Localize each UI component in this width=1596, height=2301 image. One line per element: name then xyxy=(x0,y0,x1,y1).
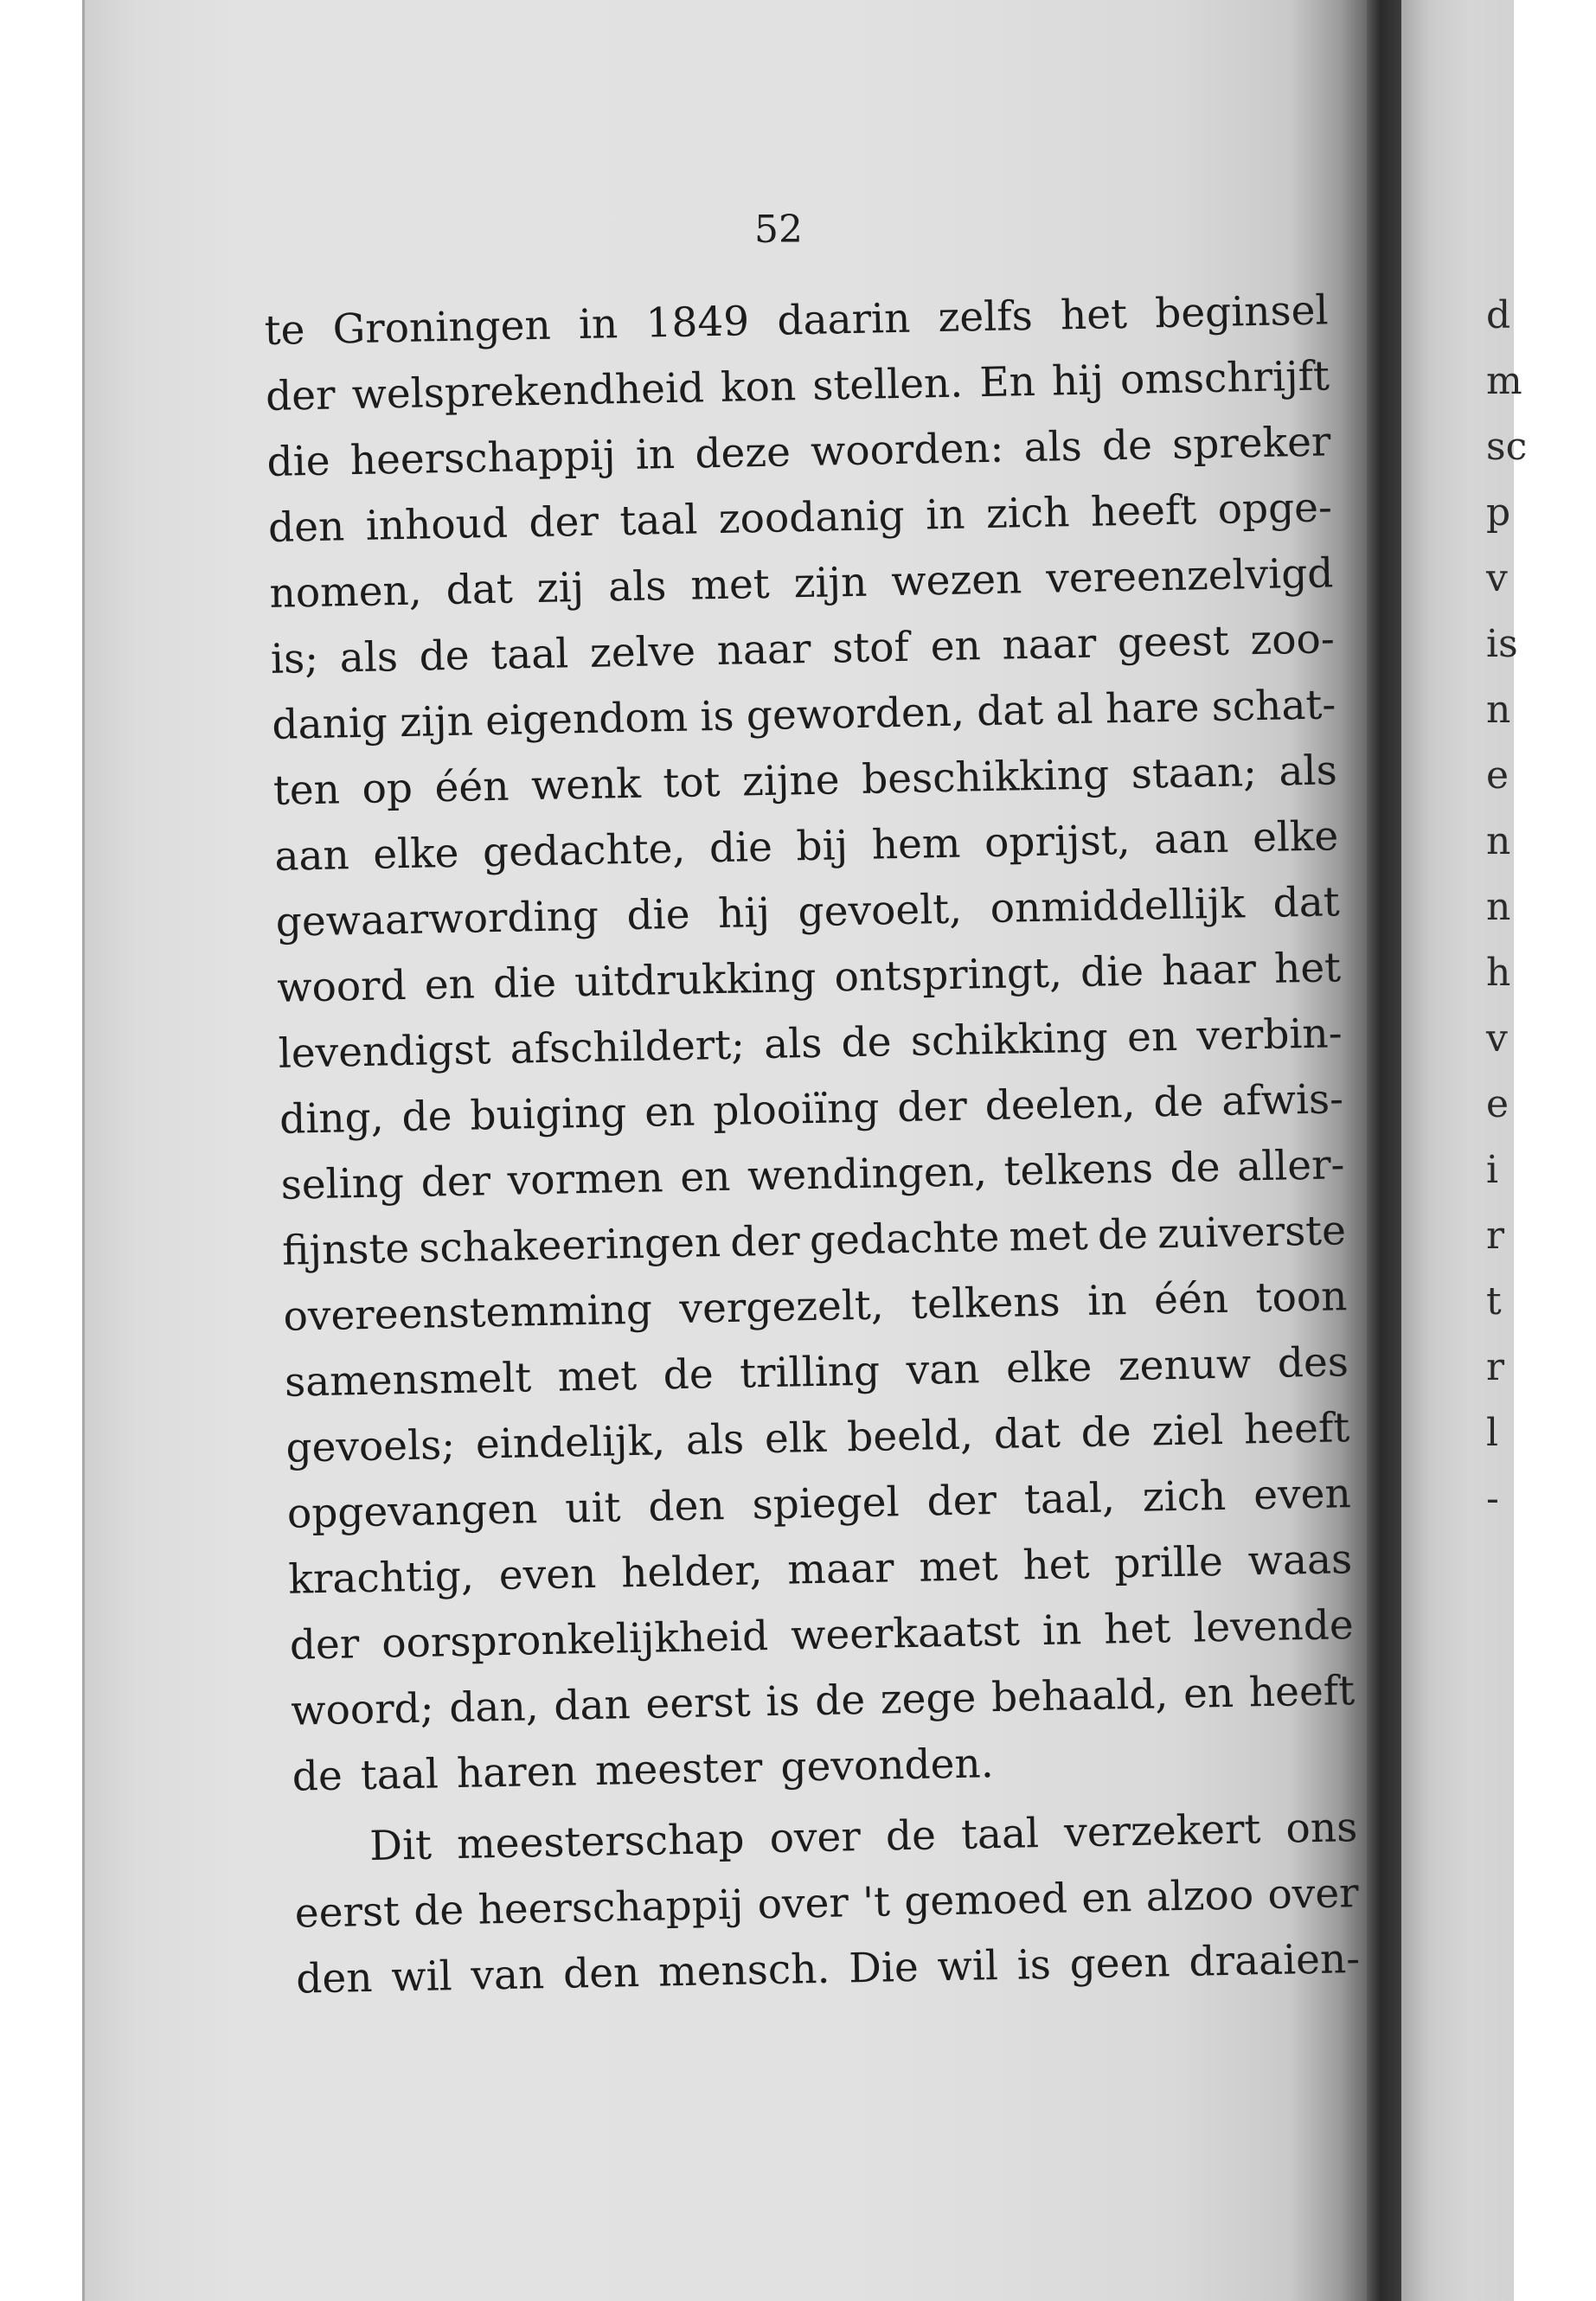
word: met xyxy=(918,1541,999,1592)
word: afschildert; xyxy=(510,1021,746,1074)
word: 't xyxy=(862,1878,891,1927)
word: heeft xyxy=(1090,486,1197,536)
word: den xyxy=(562,1949,640,1998)
word: deze xyxy=(694,428,792,478)
word: zoo- xyxy=(1249,615,1336,665)
word: Groningen xyxy=(332,301,552,354)
word: die xyxy=(266,437,331,486)
word: haar xyxy=(1161,945,1257,996)
word: ten xyxy=(272,766,341,815)
word: heeft xyxy=(1243,1404,1350,1454)
word: gevonden. xyxy=(779,1740,995,1791)
word: Die xyxy=(848,1943,920,1993)
word: zuiverste xyxy=(1157,1207,1347,1259)
word: verzekert xyxy=(1063,1805,1261,1857)
word: gedachte, xyxy=(482,824,686,877)
word: dat xyxy=(976,686,1044,736)
word: de xyxy=(419,631,471,681)
word: verbin- xyxy=(1195,1009,1343,1061)
word: woord xyxy=(276,961,407,1012)
word: waas xyxy=(1247,1535,1353,1586)
word: prille xyxy=(1113,1537,1224,1588)
facing-page-fragment: - xyxy=(1486,1477,1499,1521)
word: taal, xyxy=(1023,1474,1116,1524)
word: die xyxy=(626,890,690,940)
word: te xyxy=(264,306,305,355)
word: taal xyxy=(960,1810,1040,1859)
word: ons xyxy=(1285,1804,1358,1853)
word: opgevangen xyxy=(286,1485,538,1538)
word: krachtig, xyxy=(287,1552,475,1604)
word: overeenstemming xyxy=(283,1285,653,1341)
word: het xyxy=(1103,1605,1171,1654)
word: telkens xyxy=(1003,1144,1154,1195)
word: die xyxy=(1080,947,1144,997)
word: gevoels; xyxy=(285,1421,456,1472)
word: geest xyxy=(1117,617,1230,668)
word: hare xyxy=(1105,683,1200,734)
word: als xyxy=(1278,747,1338,796)
word: den xyxy=(267,503,345,552)
facing-page-fragment: e xyxy=(1486,1082,1509,1126)
facing-page-fragment: n xyxy=(1486,688,1511,732)
facing-page-fragment: d xyxy=(1486,293,1511,337)
word: schat- xyxy=(1211,681,1336,732)
word: zich xyxy=(1142,1471,1227,1522)
word: geen xyxy=(1069,1939,1171,1989)
word: dat xyxy=(993,1409,1061,1459)
word: taal xyxy=(360,1750,439,1800)
word: toon xyxy=(1255,1272,1348,1323)
word: van xyxy=(906,1345,981,1394)
word: staan; xyxy=(1131,748,1258,798)
word: in xyxy=(635,430,676,479)
word: danig xyxy=(271,699,388,749)
word: woorden: xyxy=(810,424,1004,476)
word: de xyxy=(413,1886,465,1936)
word: elke xyxy=(372,829,459,879)
word: de xyxy=(1101,421,1153,471)
word: meesterschap xyxy=(456,1815,745,1869)
page-number: 52 xyxy=(754,208,803,252)
word: samensmelt xyxy=(284,1354,532,1407)
word: heeft xyxy=(1248,1667,1356,1717)
word: in xyxy=(1086,1277,1128,1325)
word: taal xyxy=(490,630,569,680)
word: hij xyxy=(1051,356,1105,406)
facing-page-fragment: m xyxy=(1486,359,1522,403)
word: trilling xyxy=(739,1347,881,1398)
word: de xyxy=(401,1093,453,1142)
word: uit xyxy=(564,1484,621,1533)
word: de xyxy=(1097,1210,1149,1259)
word: meester xyxy=(594,1744,763,1795)
word: onmiddellijk xyxy=(990,880,1246,933)
word: elk xyxy=(764,1413,827,1464)
word: en xyxy=(1126,1012,1178,1061)
word: de xyxy=(1170,1143,1221,1193)
word: woord; xyxy=(290,1684,435,1735)
word: ding, xyxy=(279,1093,385,1144)
word: vergezelt, xyxy=(678,1281,885,1333)
word: ontspringt, xyxy=(834,949,1063,1002)
facing-page-fragment: e xyxy=(1486,753,1509,798)
word: des xyxy=(1277,1338,1349,1388)
word: eerst xyxy=(644,1678,752,1728)
word: gevoelt, xyxy=(798,885,963,937)
word: behaald, xyxy=(990,1670,1169,1722)
word: zijne xyxy=(741,756,841,806)
word: wendingen, xyxy=(747,1148,988,1201)
word: nomen, xyxy=(269,567,423,618)
word: over xyxy=(1266,1869,1360,1920)
word: den xyxy=(295,1953,373,2003)
word: der xyxy=(289,1620,360,1670)
word: haren xyxy=(456,1747,578,1798)
word: als xyxy=(607,562,667,612)
word: met xyxy=(557,1351,638,1401)
word: der xyxy=(420,1157,491,1207)
word: op xyxy=(361,764,413,813)
word: bij xyxy=(795,822,849,871)
word: en xyxy=(1183,1669,1234,1718)
word: in xyxy=(1042,1606,1082,1656)
body-text xyxy=(264,278,1361,2012)
word: zenuw xyxy=(1118,1340,1252,1391)
word: zijn xyxy=(399,697,474,747)
facing-page-fragment: i xyxy=(1486,1148,1499,1192)
word: de xyxy=(841,1018,893,1067)
word: taal xyxy=(619,496,698,546)
word: Dit xyxy=(369,1821,433,1870)
word: elke xyxy=(1252,812,1339,862)
word: helder, xyxy=(620,1547,763,1598)
word: heerschappij xyxy=(477,1881,744,1934)
word: gedachte xyxy=(809,1213,1000,1266)
word: wil xyxy=(390,1952,453,2002)
word: levendigst xyxy=(278,1026,491,1078)
word: naar xyxy=(1001,619,1097,670)
word: zelve xyxy=(589,627,696,677)
book-gutter xyxy=(1367,0,1401,2301)
word: dan, xyxy=(448,1682,540,1733)
word: gemoed xyxy=(903,1875,1068,1926)
word: aan xyxy=(1153,814,1229,864)
word: schakeeringen xyxy=(418,1219,721,1272)
word: over xyxy=(769,1813,862,1863)
word: is xyxy=(765,1677,800,1727)
word: en xyxy=(644,1087,695,1137)
word: het xyxy=(1060,290,1128,340)
word: de xyxy=(885,1811,937,1861)
word: hem xyxy=(871,819,961,869)
word: het xyxy=(1022,1540,1090,1590)
word: elke xyxy=(1005,1343,1093,1393)
word: zich xyxy=(985,489,1070,539)
word: als xyxy=(763,1019,823,1069)
word: in xyxy=(925,490,966,540)
word: en xyxy=(930,622,982,671)
word: met xyxy=(689,560,771,610)
word: en xyxy=(424,960,476,1009)
word: uitdrukking xyxy=(574,953,817,1007)
word: dat xyxy=(1272,878,1341,927)
word: de xyxy=(814,1676,866,1726)
word: zijn xyxy=(793,558,868,608)
word: wil xyxy=(937,1942,999,1991)
word: der xyxy=(896,1082,968,1132)
word: wenk xyxy=(530,760,642,811)
word: de xyxy=(1080,1407,1132,1458)
word: der xyxy=(729,1217,801,1266)
word: geworden, xyxy=(746,688,965,740)
word: kon xyxy=(720,362,797,412)
word: fijnste xyxy=(281,1224,410,1275)
word: aan xyxy=(273,831,350,881)
word: in xyxy=(578,300,619,349)
word: vormen xyxy=(507,1154,664,1205)
word: oorspronkelijkheid xyxy=(381,1612,769,1668)
word: vereenzelvigd xyxy=(1045,549,1334,603)
word: opge- xyxy=(1217,484,1333,534)
word: dat xyxy=(445,565,514,615)
word: even xyxy=(1253,1470,1352,1520)
word: En xyxy=(978,357,1036,407)
word: eindelijk, xyxy=(475,1417,666,1469)
word: die xyxy=(492,958,557,1009)
word: ziel xyxy=(1151,1406,1224,1456)
word: beeld, xyxy=(846,1411,974,1462)
word: deelen, xyxy=(984,1079,1136,1131)
word: de xyxy=(1152,1078,1204,1127)
word: één xyxy=(433,762,510,812)
word: hij xyxy=(717,888,771,939)
word: zege xyxy=(880,1674,977,1724)
word: eerst xyxy=(294,1888,401,1938)
word: dan xyxy=(553,1681,631,1730)
word: is; xyxy=(270,634,319,683)
word: den xyxy=(647,1482,726,1531)
word: tot xyxy=(662,758,721,808)
word: naar xyxy=(716,625,812,676)
facing-page-fragment: r xyxy=(1486,1214,1505,1258)
facing-page-fragment: v xyxy=(1486,1016,1508,1061)
word: één xyxy=(1153,1274,1229,1324)
word: en xyxy=(679,1152,731,1202)
word: alzoo xyxy=(1145,1871,1254,1921)
word: afwis- xyxy=(1221,1075,1344,1125)
facing-page-fragment: l xyxy=(1486,1411,1499,1455)
word: die xyxy=(708,823,773,873)
word: beschikking xyxy=(861,751,1110,804)
word: is xyxy=(699,692,735,741)
word: der xyxy=(528,497,599,548)
word: de xyxy=(663,1350,715,1400)
word: spreker xyxy=(1171,418,1331,469)
word: zij xyxy=(536,563,585,612)
facing-page-fragment: n xyxy=(1486,885,1511,929)
word: even xyxy=(498,1549,597,1600)
word: draaien- xyxy=(1188,1935,1361,1986)
word: maar xyxy=(786,1544,894,1594)
word: gewaarwording xyxy=(275,892,599,946)
word: stellen. xyxy=(811,359,964,410)
facing-page-fragment: t xyxy=(1486,1279,1502,1324)
word: der xyxy=(265,371,337,420)
word: zoodanig xyxy=(718,491,906,543)
word: inhoud xyxy=(365,499,509,550)
facing-page-fragment: h xyxy=(1486,951,1511,995)
word: eigendom xyxy=(484,693,689,746)
word: zelfs xyxy=(938,292,1034,343)
word: welsprekendheid xyxy=(351,364,705,420)
word: is xyxy=(1016,1940,1052,1990)
word: al xyxy=(1054,685,1094,734)
word: der xyxy=(926,1477,997,1526)
word: buiging xyxy=(469,1089,627,1140)
word: schikking xyxy=(910,1014,1109,1066)
word: het xyxy=(1273,944,1342,993)
word: heerschappij xyxy=(349,432,617,485)
word: met xyxy=(1008,1211,1089,1261)
word: als xyxy=(1023,422,1083,472)
word: spiegel xyxy=(752,1478,901,1529)
word: wezen xyxy=(890,555,1022,606)
facing-page-fragment: v xyxy=(1486,556,1508,600)
word: levende xyxy=(1192,1601,1355,1652)
word: als xyxy=(339,633,399,683)
word: oprijst, xyxy=(984,816,1131,868)
word: plooiïng xyxy=(712,1084,880,1136)
word: mensch. xyxy=(657,1945,830,1997)
word: over xyxy=(757,1879,849,1929)
word: aller- xyxy=(1236,1141,1345,1191)
word: daarin xyxy=(776,294,911,345)
facing-page-fragment: r xyxy=(1486,1345,1505,1389)
word: en xyxy=(1080,1874,1132,1923)
word: de xyxy=(292,1752,343,1801)
facing-page-fragment: n xyxy=(1486,819,1511,863)
word: omschrijft xyxy=(1119,352,1330,405)
facing-page-fragment: is xyxy=(1486,622,1518,666)
facing-page-fragment: p xyxy=(1486,490,1511,535)
word: 1849 xyxy=(645,298,750,348)
word: stof xyxy=(831,623,910,673)
word: seling xyxy=(280,1159,405,1209)
word: van xyxy=(470,1951,545,2000)
word: beginsel xyxy=(1154,286,1329,338)
word: weerkaatst xyxy=(790,1607,1021,1660)
word: telkens xyxy=(910,1278,1061,1329)
facing-page-fragment: sc xyxy=(1486,425,1528,469)
word: als xyxy=(685,1415,745,1465)
